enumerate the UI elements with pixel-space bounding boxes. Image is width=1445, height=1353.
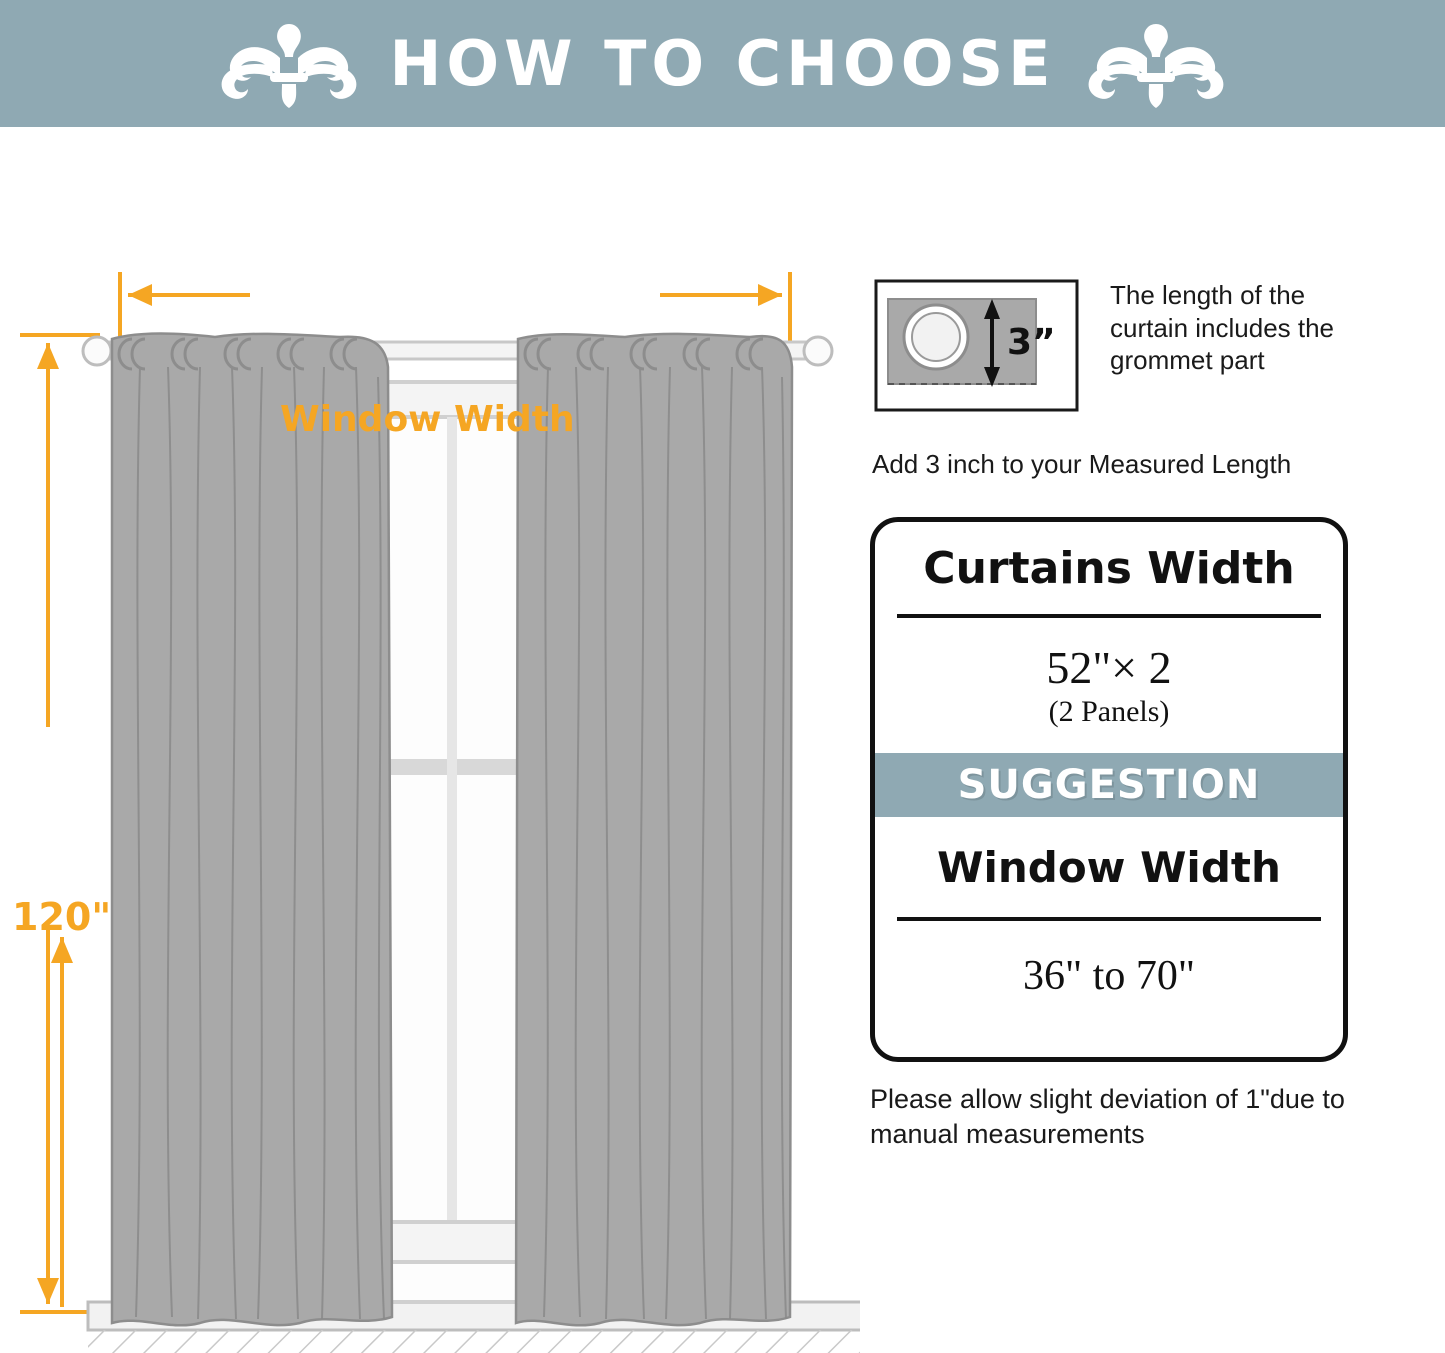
curtains-width-value-block <box>875 618 1343 753</box>
curtain-panel-left <box>112 334 392 1326</box>
header-banner <box>0 0 1445 127</box>
grommet-note-text: The length of the curtain includes the grommet part <box>1110 280 1335 375</box>
add-inches-note: Add 3 inch to your Measured Length <box>872 449 1292 479</box>
arrow-up-icon <box>37 343 59 369</box>
curtains-width-title: Curtains Width <box>923 542 1295 594</box>
curtain-panel-right <box>516 334 792 1325</box>
curtain-window-illustration <box>0 127 860 1353</box>
curtain-diagram-svg <box>0 127 860 1353</box>
arrow-down-icon <box>37 1278 59 1304</box>
rod-finial-right <box>804 337 832 365</box>
window-width-range: 36" to 70" <box>1023 953 1195 999</box>
window-frame <box>372 382 532 1302</box>
page-title: HOW TO CHOOSE <box>389 27 1056 100</box>
suggestion-card <box>870 517 1348 1062</box>
arrow-right-icon <box>758 284 782 306</box>
curtains-width-value: 52"× 2 <box>1046 641 1172 693</box>
deviation-note: Please allow slight deviation of 1"due to manual measurements <box>870 1084 1345 1150</box>
curtains-width-panels: (2 Panels) <box>1048 694 1170 728</box>
window-width-label: Window Width <box>280 399 575 440</box>
arrow-left-icon <box>128 284 152 306</box>
suggestion-badge: SUGGESTION <box>875 753 1343 817</box>
window-width-dimension <box>120 272 790 342</box>
grommet-height-value: 3” <box>1007 322 1056 363</box>
window-width-title: Window Width <box>937 842 1281 892</box>
right-info-column <box>862 127 1445 1353</box>
floor-hatch <box>88 1330 860 1353</box>
fleur-de-lis-icon <box>214 18 364 110</box>
arrow-up-small-icon <box>51 937 73 963</box>
curtain-height-label: 120" <box>12 895 112 939</box>
grommet-detail-figure <box>874 279 1079 417</box>
fleur-de-lis-icon <box>1081 18 1231 110</box>
rod-finial-left <box>83 337 111 365</box>
